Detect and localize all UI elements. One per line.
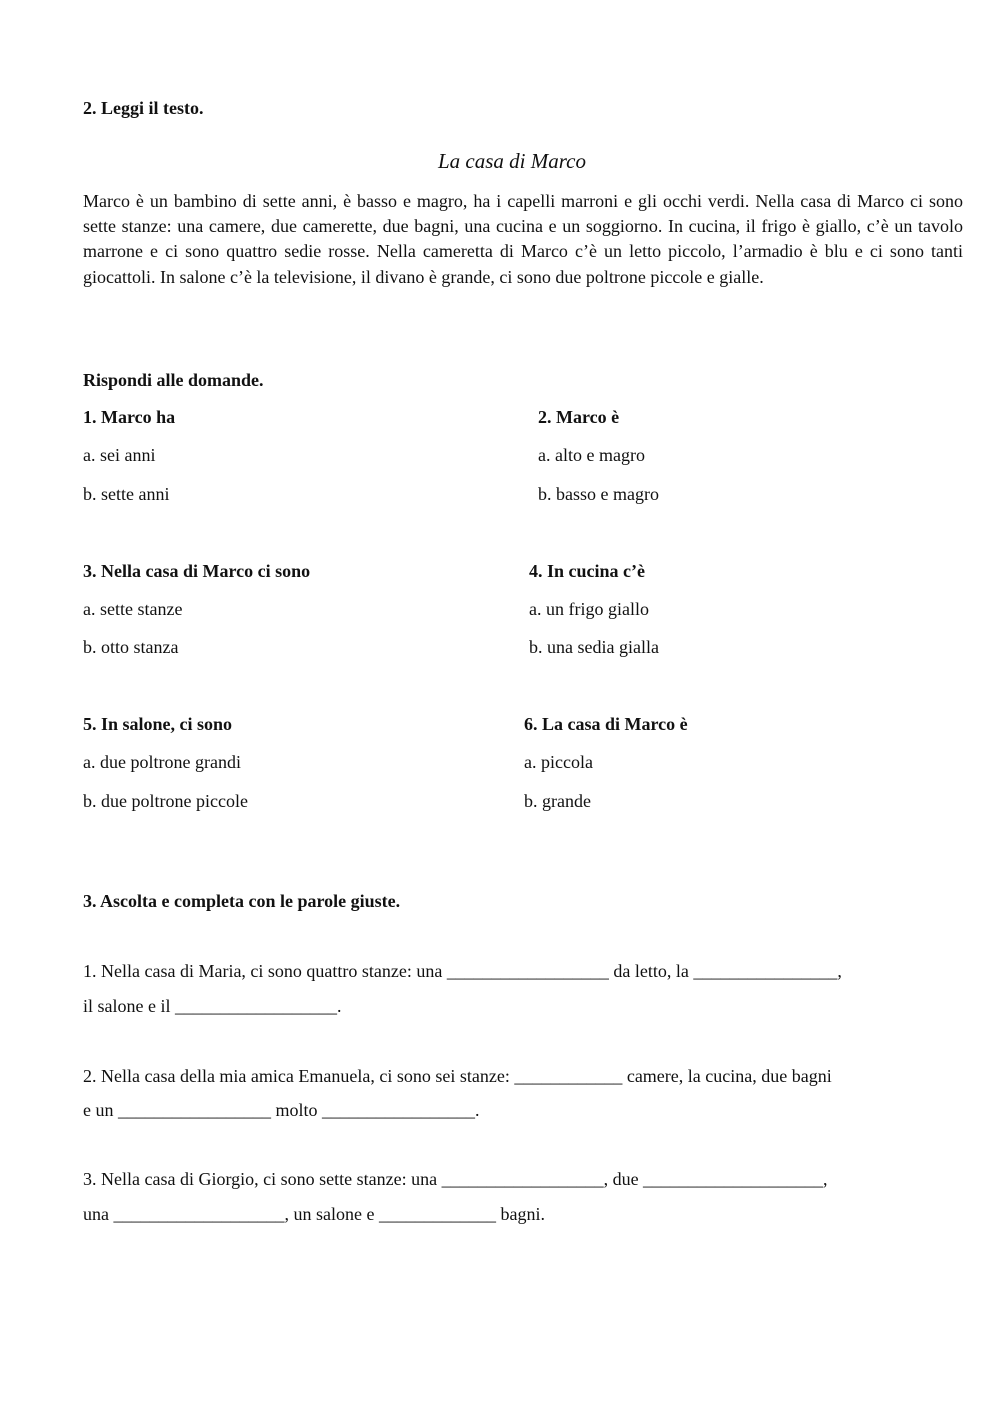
fill-sentence-3-line-1[interactable]: 3. Nella casa di Giorgio, ci sono sette stanze: una __________________, due ____________________, [83,1169,828,1189]
fill-sentence-3-line-2[interactable]: una ___________________, un salone e _____________ bagni. [83,1204,545,1224]
question-2: 2. Marco è [538,407,620,427]
question-6-option-a[interactable]: a. piccola [524,752,593,772]
question-5-option-a[interactable]: a. due poltrone grandi [83,752,241,772]
question-3: 3. Nella casa di Marco ci sono [83,561,311,581]
question-4: 4. In cucina c’è [529,561,645,581]
questions-heading: Rispondi alle domande. [83,370,264,390]
question-6: 6. La casa di Marco è [524,714,688,734]
question-5-option-b[interactable]: b. due poltrone piccole [83,791,248,811]
question-4-option-b[interactable]: b. una sedia gialla [529,637,659,657]
question-6-option-b[interactable]: b. grande [524,791,591,811]
section-heading-read: 2. Leggi il testo. [83,98,204,118]
question-1-option-b[interactable]: b. sette anni [83,484,170,504]
question-5: 5. In salone, ci sono [83,714,233,734]
question-3-option-a[interactable]: a. sette stanze [83,599,183,619]
fill-sentence-1-line-1[interactable]: 1. Nella casa di Maria, ci sono quattro stanze: una __________________ da letto, la ________________, [83,961,842,981]
story-title: La casa di Marco [438,149,586,173]
section-heading-listen: 3. Ascolta e completa con le parole giuste. [83,891,401,911]
question-2-option-a[interactable]: a. alto e magro [538,445,645,465]
question-1: 1. Marco ha [83,407,176,427]
question-4-option-a[interactable]: a. un frigo giallo [529,599,649,619]
story-paragraph: Marco è un bambino di sette anni, è basso e magro, ha i capelli marroni e gli occhi verdi. Nella casa di Marco ci sono sette stanze: una camere, due camerette, due bagni, una cucina e un soggiorno. In cucina, il frigo è giallo, c’è un tavolo marrone e ci sono quattro sedie rosse. Nella cameretta di Marco c’è un letto piccolo, l’armadio è blu e ci sono tanti giocattoli. In salone c’è la televisione, il divano è grande, ci sono due poltrone piccole e gialle. [83,191,963,287]
fill-sentence-2-line-2[interactable]: e un _________________ molto _________________. [83,1100,480,1120]
question-1-option-a[interactable]: a. sei anni [83,445,156,465]
question-2-option-b[interactable]: b. basso e magro [538,484,659,504]
fill-sentence-2-line-1[interactable]: 2. Nella casa della mia amica Emanuela, ci sono sei stanze: ____________ camere, la cucina, due bagni [83,1066,832,1086]
question-3-option-b[interactable]: b. otto stanza [83,637,179,657]
fill-sentence-1-line-2[interactable]: il salone e il __________________. [83,996,342,1016]
